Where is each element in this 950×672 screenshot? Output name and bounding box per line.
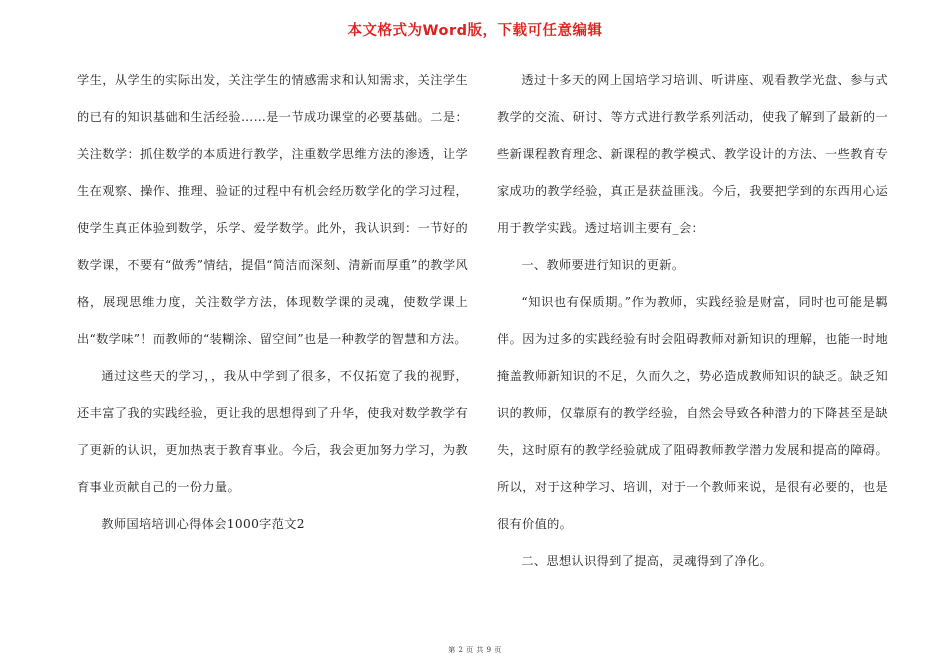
subheading: 一、教师要进行知识的更新。 [521,258,685,272]
right-text-column [497,62,888,580]
document-banner: 本文格式为Word版，下载可任意编辑 [347,23,603,39]
page-number: 第 2 页 共 9 页 [448,646,502,654]
body-paragraph: “知识也有保质期。”作为教师，实践经验是财富，同时也可能是羁伴。因为过多的实践经验有时会阻碍教师对新知识的理解，也能一时地掩盖教师新知识的不足，久而久之，势必造成教师知识的缺乏。缺乏知识的教师，仅靠原有的教学经验，自然会导致各种潜力的下降甚至是缺失，这时原有的教学经验就成了阻碍教师教学潜力发展和提高的障碍。所以，对于这种学习、培训，对于一个教师来说，是很有必要的，也是很有价值的。 [497,295,888,531]
body-paragraph: 学生，从学生的实际出发，关注学生的情感需求和认知需求，关注学生的已有的知识基础和生活经验……是一节成功课堂的必要基础。二是：关注数学：抓住数学的本质进行教学，注重数学思维方法的渗透，让学生在观察、操作、推理、验证的过程中有机会经历数学化的学习过程，使学生真正体验到数学，乐学、爱学数学。此外，我认识到：一节好的数学课，不要有“做秀”情结，提倡“简洁而深刻、清新而厚重”的教学风格，展现思维力度，关注数学方法，体现数学课的灵魂，使数学课上出“数学味”！而教师的“装糊涂、留空间”也是一种教学的智慧和方法。 [77,73,468,346]
section-heading: 教师国培培训心得体会1000字范文2 [101,517,305,531]
left-text-column [77,62,468,543]
subheading: 二、思想认识得到了提高，灵魂得到了净化。 [521,554,773,568]
body-paragraph: 透过十多天的网上国培学习培训、听讲座、观看教学光盘、参与式教学的交流、研讨、等方式进行教学系列活动，使我了解到了最新的一些新课程教育理念、新课程的教学模式、教学设计的方法、一些教育专家成功的教学经验，真正是获益匪浅。今后，我要把学到的东西用心运用于教学实践。透过培训主要有_会： [497,73,888,235]
body-paragraph: 通过这些天的学习，，我从中学到了很多，不仅拓宽了我的视野，还丰富了我的实践经验，更让我的思想得到了升华，使我对数学教学有了更新的认识，更加热衷于教育事业。今后，我会更加努力学习，为教育事业贡献自己的一份力量。 [77,369,468,494]
